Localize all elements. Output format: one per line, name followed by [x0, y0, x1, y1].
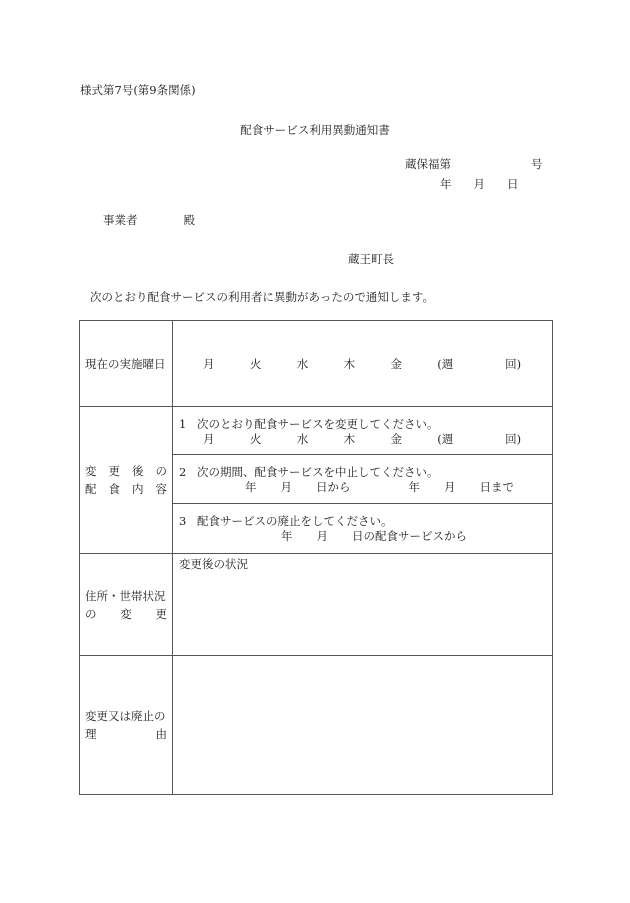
current-days-list: [173, 355, 552, 373]
to-day: 日まで: [479, 480, 514, 494]
label-reason-line2: [80, 725, 172, 743]
option-abolish-label: 配食サービスの廃止をしてください。: [197, 514, 393, 528]
option-suspend-label: 次の期間、配食サービスを中止してください。: [197, 465, 439, 479]
day-tue: 火: [249, 356, 262, 371]
option-number: 2: [179, 465, 187, 479]
option-abolish-date: [173, 529, 552, 544]
label-char: 内: [132, 482, 144, 496]
week-label: (週: [437, 356, 454, 371]
day-thu: 木: [343, 356, 356, 371]
label-char: の: [85, 606, 97, 621]
from-day: 日から: [316, 480, 351, 494]
label-changed-content: [80, 407, 173, 554]
label-current-days-text: 現在の実施曜日: [85, 356, 166, 371]
option-abolish-text: [173, 514, 552, 529]
abolish-month: 月: [316, 529, 328, 543]
day-mon: 月: [203, 432, 215, 446]
reason-cell[interactable]: [173, 656, 553, 795]
form-id: 様式第7号(第9条関係): [80, 83, 196, 97]
day-tue: 火: [249, 432, 262, 446]
label-current-days: [80, 321, 173, 407]
option-suspend-period: [173, 480, 552, 495]
label-char: 変: [120, 606, 132, 621]
option-change-label: 次のとおり配食サービスを変更してください。: [197, 417, 439, 431]
times-label: 回): [505, 432, 522, 446]
label-char: の: [155, 464, 167, 478]
day-mon: 月: [203, 356, 215, 371]
option-change-text: [173, 417, 552, 432]
times-label: 回): [505, 356, 522, 371]
day-fri: 金: [390, 432, 402, 446]
label-char: 由: [155, 727, 167, 741]
label-char: 更: [108, 464, 120, 478]
date-month: 月: [473, 177, 485, 191]
label-address-change: [80, 554, 173, 656]
label-changed-content-line1: [80, 462, 172, 480]
label-address-change-line2: [80, 605, 172, 623]
label-reason-line1: 変更又は廃止の: [85, 709, 166, 723]
issue-date: [440, 176, 519, 192]
option-abolish[interactable]: [173, 504, 552, 552]
date-year: 年: [440, 177, 452, 191]
recipient-name: 事業者: [103, 213, 138, 227]
abolish-day: 日の配食サービスから: [352, 529, 467, 543]
label-char: 食: [108, 482, 120, 496]
from-month: 月: [280, 480, 292, 494]
to-month: 月: [444, 480, 456, 494]
label-char: 後: [132, 464, 144, 478]
intro-text: 次のとおり配食サービスの利用者に異動があったので通知します。: [90, 290, 434, 304]
to-year: 年: [408, 480, 420, 494]
label-changed-content-line2: [80, 480, 172, 498]
doc-number-prefix: 蔵保福第: [405, 157, 451, 171]
sender: 蔵王町長: [348, 252, 394, 266]
label-char: 配: [85, 482, 97, 496]
option-change-days: [173, 432, 552, 447]
recipient: [103, 212, 195, 228]
table-row-address-change: [80, 554, 553, 656]
option-number: 3: [179, 514, 187, 528]
label-char: 容: [155, 482, 167, 496]
table-row-reason: [80, 656, 553, 795]
day-thu: 木: [343, 432, 356, 446]
current-days-cell[interactable]: [173, 321, 553, 407]
day-fri: 金: [390, 356, 402, 371]
document-number: [405, 156, 543, 172]
doc-number-suffix: 号: [531, 157, 543, 171]
date-day: 日: [507, 177, 519, 191]
table-row-changed-content: [80, 407, 553, 554]
option-suspend[interactable]: [173, 455, 552, 504]
from-year: 年: [245, 480, 257, 494]
day-wed: 水: [296, 432, 309, 446]
option-suspend-text: [173, 465, 552, 480]
address-change-cell[interactable]: [173, 554, 553, 656]
abolish-year: 年: [281, 529, 293, 543]
option-change[interactable]: [173, 407, 552, 455]
label-address-change-line1: 住所・世帯状況: [85, 588, 166, 603]
status-after-change: 変更後の状況: [179, 557, 248, 571]
recipient-honorific: 殿: [183, 213, 195, 227]
document-title: 配食サービス利用異動通知書: [240, 123, 390, 137]
week-label: (週: [437, 432, 454, 446]
label-char: 理: [85, 727, 97, 741]
notification-table: [79, 320, 553, 795]
table-row-current-days: [80, 321, 553, 407]
day-wed: 水: [296, 356, 309, 371]
label-char: 変: [85, 464, 97, 478]
changed-content-cell: [173, 407, 553, 554]
option-number: 1: [179, 417, 187, 431]
label-reason: [80, 656, 173, 795]
label-char: 更: [155, 606, 167, 621]
